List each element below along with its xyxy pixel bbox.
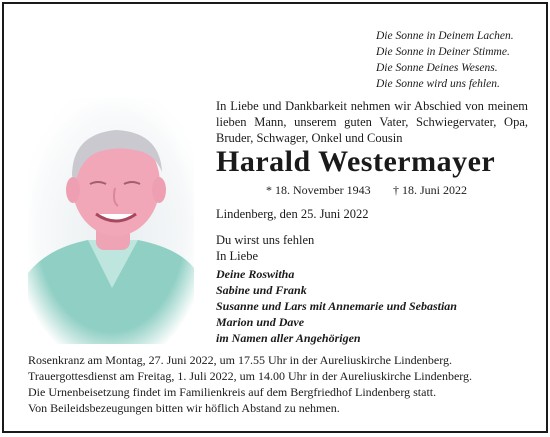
poem-line: Die Sonne in Deiner Stimme. [376,46,510,58]
deceased-name: Harald Westermayer [216,145,496,178]
portrait-photo [28,98,194,344]
signer: Marion und Dave [216,315,305,329]
intro-text: In Liebe und Dankbarkeit nehmen wir Abschied von meinem lieben Mann, unserem guten Vater, Schwiegervater, Opa, Bruder, Schwager, Onkel und Cousin [216,99,528,145]
signers-list [216,266,457,346]
signer: im Namen aller Angehörigen [216,331,361,345]
poem [376,28,544,92]
signer: Susanne und Lars mit Annemarie und Sebastian [216,299,457,313]
place-and-date: Lindenberg, den 25. Juni 2022 [216,207,369,221]
service-line: Trauergottesdienst am Freitag, 1. Juli 2022, um 14.00 Uhr in der Aureliuskirche Lindenberg. [28,369,473,383]
service-line: Von Beileidsbezeugungen bitten wir höflich Abstand zu nehmen. [28,401,340,415]
obituary-notice [2,2,548,433]
farewell-line: Du wirst uns fehlen [216,233,315,247]
service-details [28,352,528,416]
farewell-line: In Liebe [216,249,258,263]
birth-date: * 18. November 1943 [266,183,371,197]
service-line: Rosenkranz am Montag, 27. Juni 2022, um 17.55 Uhr in der Aureliuskirche Lindenberg. [28,353,453,367]
poem-line: Die Sonne wird uns fehlen. [376,78,500,90]
signer: Deine Roswitha [216,267,295,281]
farewell-text [216,232,314,264]
poem-line: Die Sonne in Deinem Lachen. [376,30,514,42]
signer: Sabine und Frank [216,283,307,297]
life-dates [266,182,546,198]
death-date: † 18. Juni 2022 [393,183,468,197]
service-line: Die Urnenbeisetzung findet im Familienkreis auf dem Bergfriedhof Lindenberg statt. [28,385,437,399]
portrait-illustration [28,98,194,344]
poem-line: Die Sonne Deines Wesens. [376,62,498,74]
